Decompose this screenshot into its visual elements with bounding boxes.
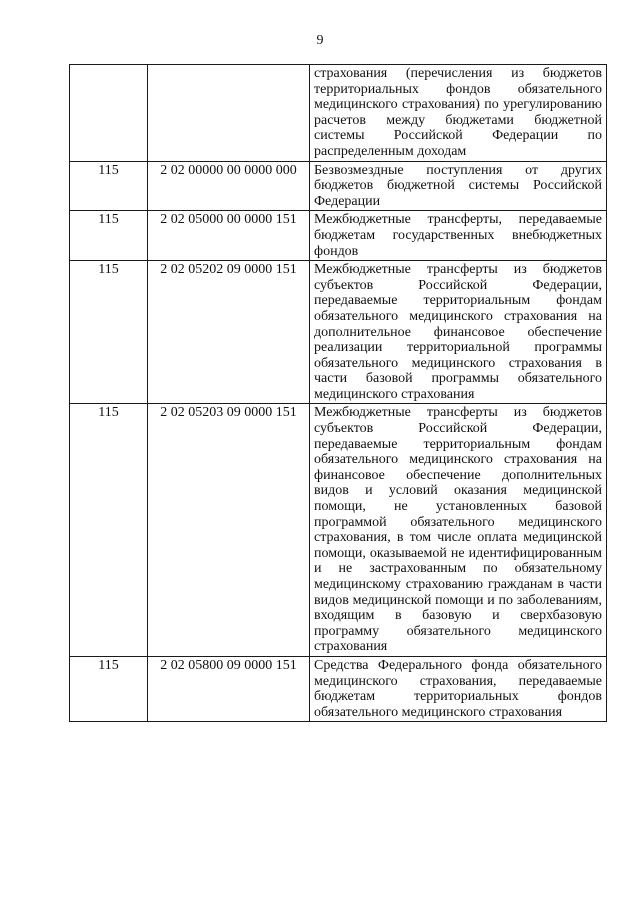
admin-code-cell: [70, 65, 148, 162]
admin-code-cell: 115: [70, 656, 148, 721]
budget-code-cell: 2 02 05203 09 0000 151: [148, 404, 310, 657]
budget-code-cell: 2 02 05800 09 0000 151: [148, 656, 310, 721]
income-name-cell: страхования (перечисления из бюджетов территориальных фондов обязательного медицинского страхования) по урегулированию расчетов между бюджетами бюджетной системы Российской Федерации по распределенным доходам: [310, 65, 607, 162]
budget-code-cell: 2 02 05000 00 0000 151: [148, 211, 310, 261]
admin-code-cell: 115: [70, 211, 148, 261]
budget-codes-table: [69, 64, 607, 722]
admin-code-cell: 115: [70, 161, 148, 211]
page-number: 9: [316, 33, 324, 48]
budget-code-cell: [148, 65, 310, 162]
table-row: [70, 65, 607, 162]
income-name-cell: Средства Федерального фонда обязательного медицинского страхования, передаваемые бюджетам территориальных фондов обязательного медицинского страхования: [310, 656, 607, 721]
income-name-cell: Межбюджетные трансферты из бюджетов субъектов Российской Федерации, передаваемые территориальным фондам обязательного медицинского страхования на дополнительное финансовое обеспечение реализации территориальной программы обязательного медицинского страхования в части базовой программы обязательного медицинского страхования: [310, 261, 607, 404]
admin-code-cell: 115: [70, 404, 148, 657]
table-row: [70, 404, 607, 657]
table-row: [70, 261, 607, 404]
table-row: [70, 161, 607, 211]
budget-code-cell: 2 02 05202 09 0000 151: [148, 261, 310, 404]
table-row: [70, 656, 607, 721]
table-row: [70, 211, 607, 261]
budget-code-cell: 2 02 00000 00 0000 000: [148, 161, 310, 211]
income-name-cell: Межбюджетные трансферты, передаваемые бюджетам государственных внебюджетных фондов: [310, 211, 607, 261]
admin-code-cell: 115: [70, 261, 148, 404]
income-name-cell: Безвозмездные поступления от других бюджетов бюджетной системы Российской Федерации: [310, 161, 607, 211]
income-name-cell: Межбюджетные трансферты из бюджетов субъектов Российской Федерации, передаваемые территориальным фондам обязательного медицинского страхования на финансовое обеспечение дополнительных видов и условий оказания медицинской помощи, не установленных базовой программой обязательного медицинского страхования, в том числе оплата медицинской помощи, оказываемой не идентифицированным и не застрахованным по обязательному медицинскому страхованию гражданам в части видов медицинской помощи и по заболеваниям, входящим в базовую и сверхбазовую программу обязательного медицинского страхования: [310, 404, 607, 657]
